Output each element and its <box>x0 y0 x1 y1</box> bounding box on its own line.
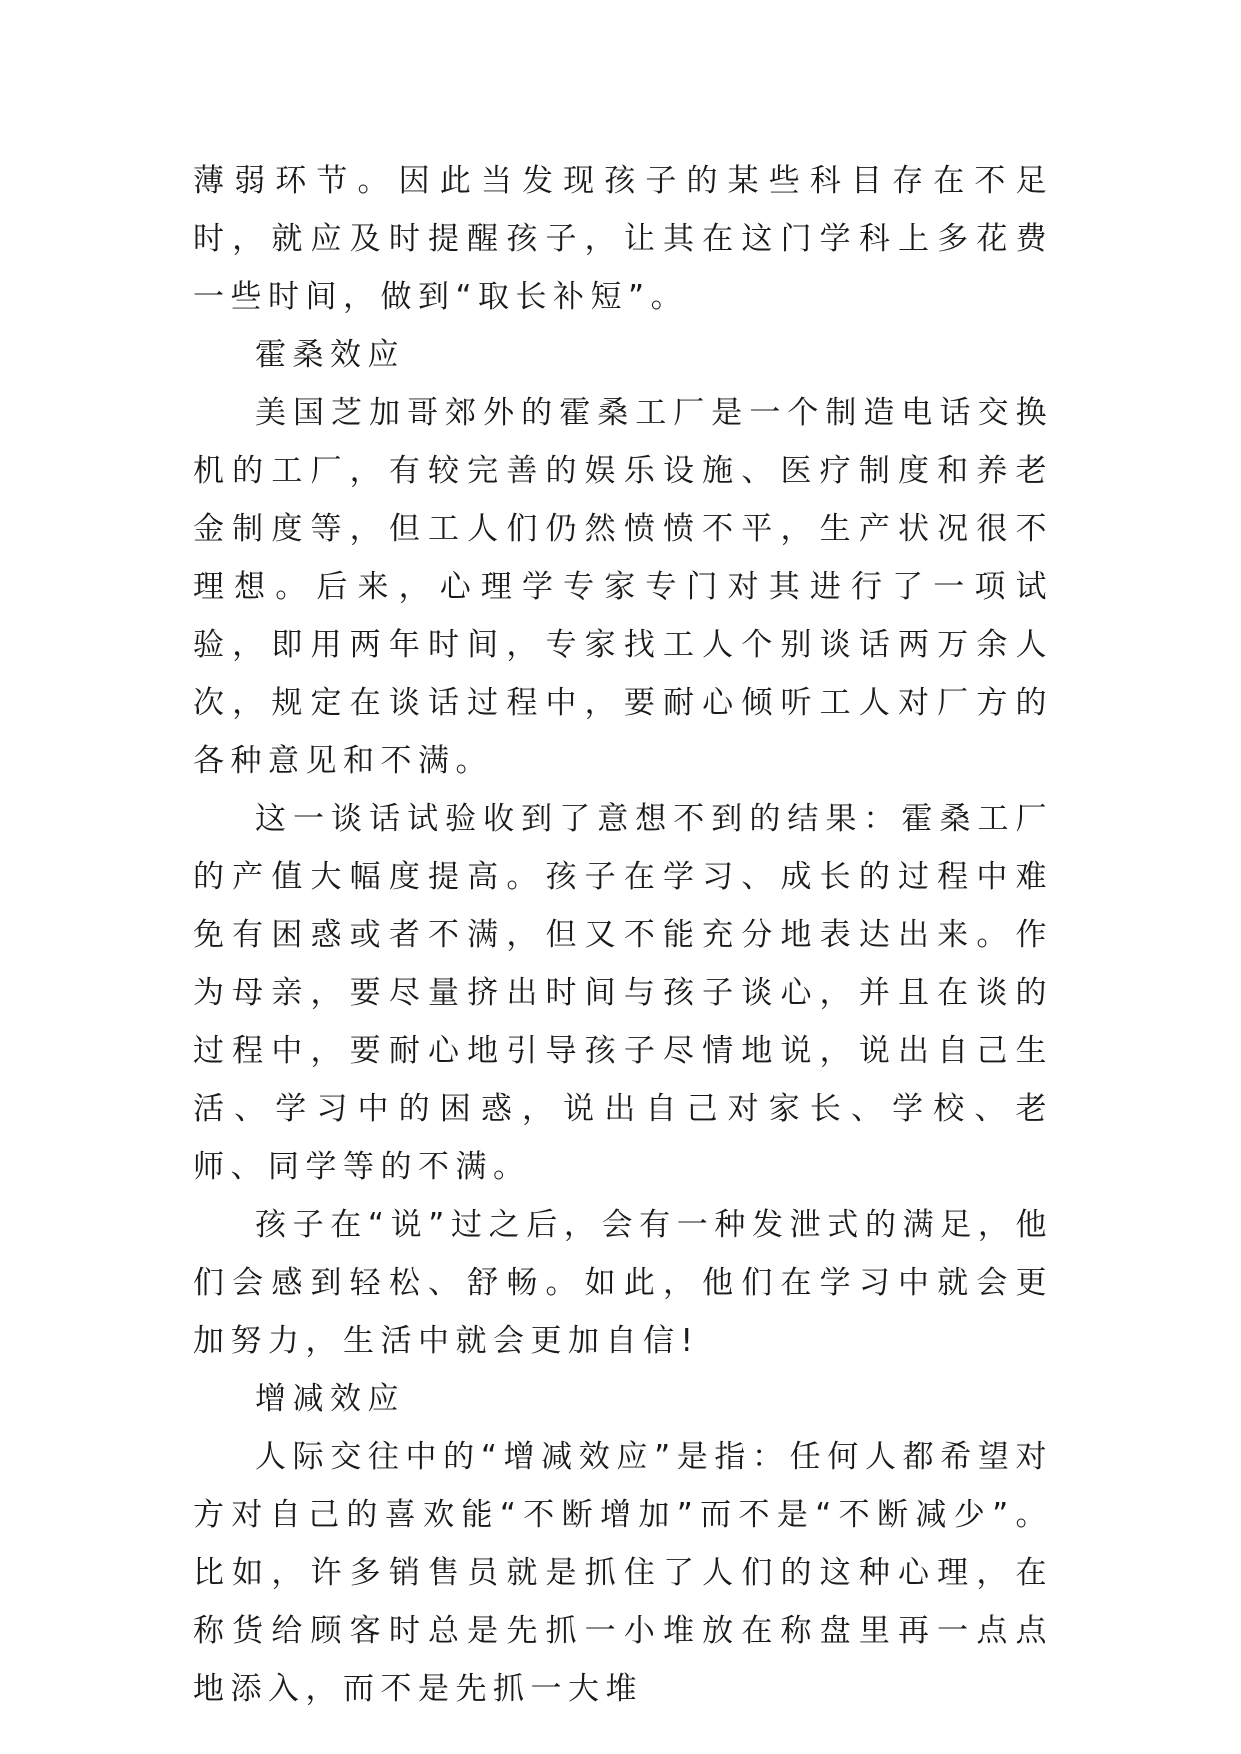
paragraph: 这一谈话试验收到了意想不到的结果：霍桑工厂的产值大幅度提高。孩子在学习、成长的过程中难免有困惑或者不满，但又不能充分地表达出来。作为母亲，要尽量挤出时间与孩子谈心，并且在谈的过程中，要耐心地引导孩子尽情地说，说出自己生活、学习中的困惑，说出自己对家长、学校、老师、同学等的不满。 <box>193 801 1053 1185</box>
paragraph-continuation: 薄弱环节。因此当发现孩子的某些科目存在不足时，就应及时提醒孩子，让其在这门学科上多花费一些时间，做到“取长补短”。 <box>193 163 1053 315</box>
section-heading-hawthorne: 霍桑效应 <box>255 337 405 373</box>
paragraph: 人际交往中的“增减效应”是指：任何人都希望对方对自己的喜欢能“不断增加”而不是“不断减少”。比如，许多销售员就是抓住了人们的这种心理，在称货给顾客时总是先抓一小堆放在称盘里再一点点地添入，而不是先抓一大堆 <box>193 1439 1053 1707</box>
paragraph: 孩子在“说”过之后，会有一种发泄式的满足，他们会感到轻松、舒畅。如此，他们在学习中就会更加努力，生活中就会更加自信! <box>193 1207 1053 1359</box>
document-body <box>193 152 1053 1718</box>
paragraph: 美国芝加哥郊外的霍桑工厂是一个制造电话交换机的工厂，有较完善的娱乐设施、医疗制度和养老金制度等，但工人们仍然愤愤不平，生产状况很不理想。后来，心理学专家专门对其进行了一项试验，即用两年时间，专家找工人个别谈话两万余人次，规定在谈话过程中，要耐心倾听工人对厂方的各种意见和不满。 <box>193 395 1053 779</box>
section-heading-gain-loss: 增减效应 <box>255 1381 405 1417</box>
